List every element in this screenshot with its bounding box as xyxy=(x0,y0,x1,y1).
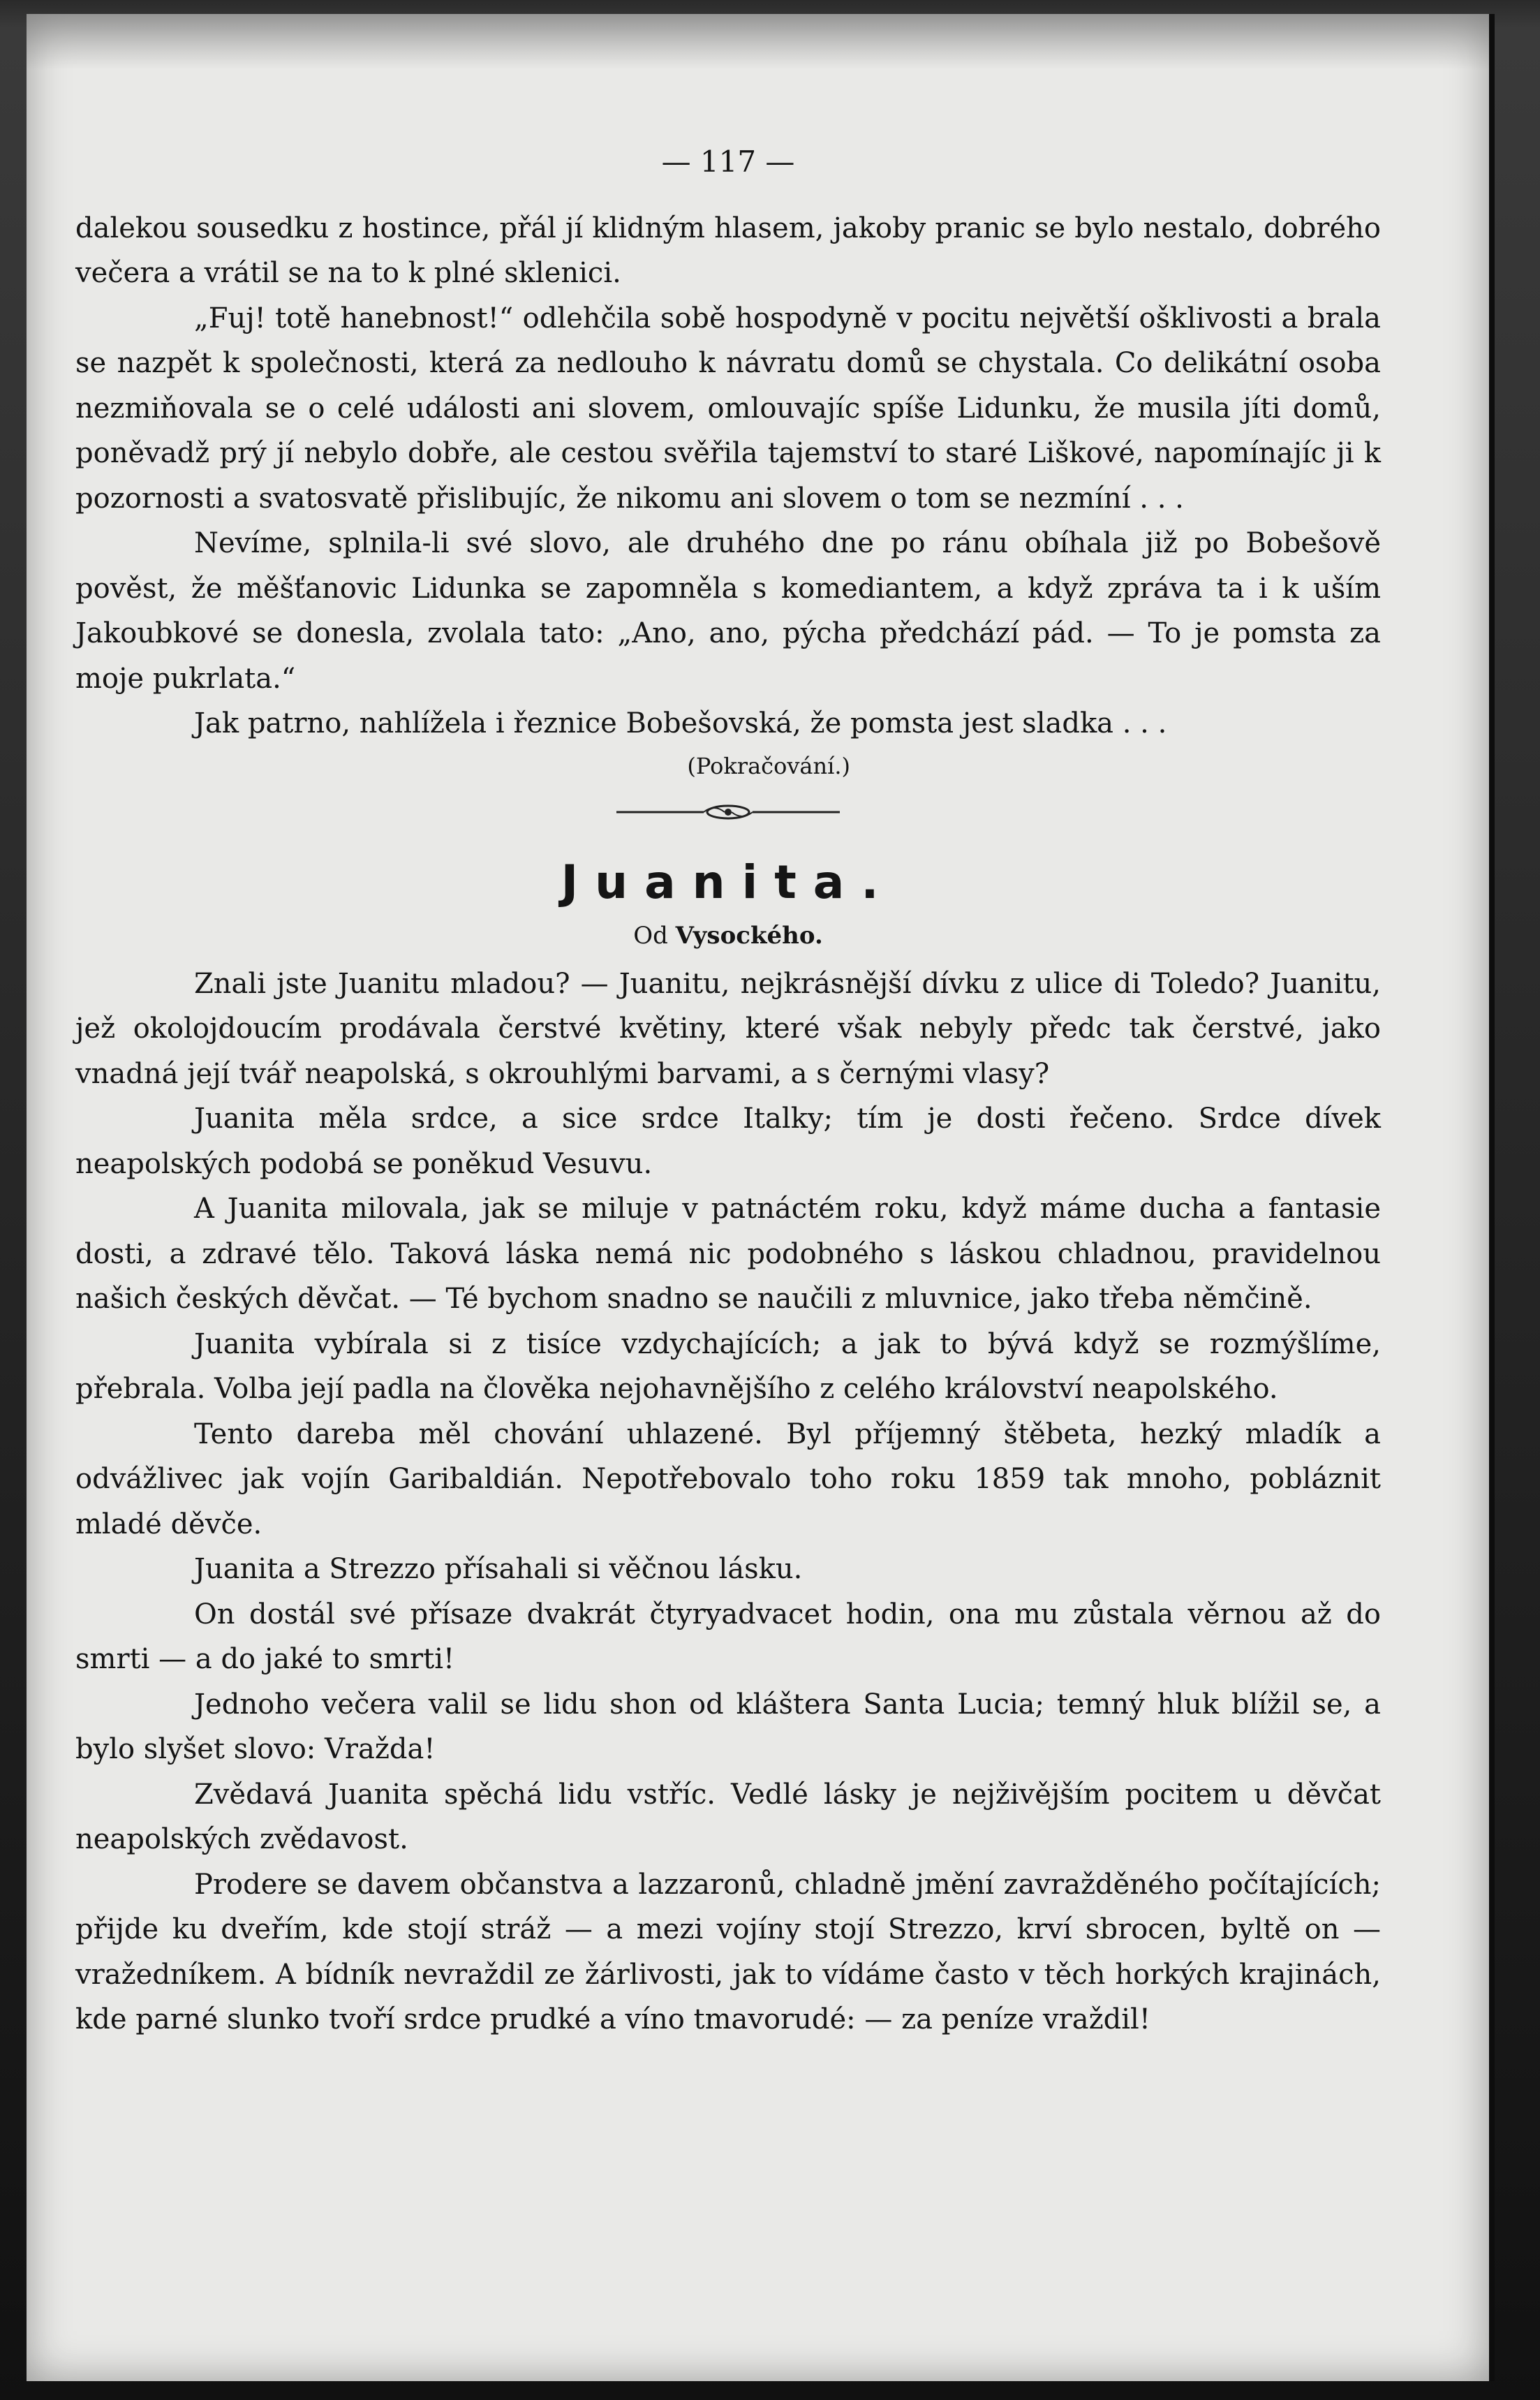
story-title: Juanita. xyxy=(561,855,896,909)
page-number: — 117 — xyxy=(661,145,795,179)
story-paragraph: Prodere se davem občanstva a lazzaronů, chladně jmění zavražděného počítajících; přijde ku dveřím, kde stojí stráž — a mezi vojíny stojí Strezzo, krví sbrocen, byltě on — vražedníkem. A bídník nevraždil ze žárlivosti, jak to vídáme často v těch horkých krajinách, kde parné slunko tvoří srdce prudké a víno tmavorudé: — za peníze vraždil! xyxy=(75,1868,1381,2035)
story-paragraph: „Fuj! totě hanebnost!“ odlehčila sobě hospodyně v pocitu největší ošklivosti a brala se nazpět k společnosti, která za nedlouho k návratu domů se chystala. Co delikátní osoba nezmiňovala se o celé události ani slovem, omlouvajíc spíše Lidunku, že musila jíti domů, poněvadž prý jí nebylo dobře, ale cestou svěřila tajemství to staré Liškové, napomínajíc ji k pozornosti a svatosvatě přislibujíc, že nikomu ani slovem o tom se nezmíní . . . xyxy=(75,302,1381,515)
story-paragraph: Nevíme, splnila-li své slovo, ale druhého dne po ránu obíhala již po Bobešově pověst, že měšťanovic Lidunka se zapomněla s komediantem, a když zpráva ta i k uším Jakoubkové se donesla, zvolala tato: „Ano, ano, pýcha předchází pád. — To je pomsta za moje pukrlata.“ xyxy=(75,527,1381,695)
story-paragraph: Zvědavá Juanita spěchá lidu vstříc. Vedlé lásky je nejživějším pocitem u děvčat neapolských zvědavost. xyxy=(75,1778,1381,1855)
story-paragraph: Tento dareba měl chování uhlazené. Byl příjemný štěbeta, hezký mladík a odvážlivec jak vojín Garibaldián. Nepotřebovalo toho roku 1859 tak mnoho, pobláznit mladé děvče. xyxy=(75,1418,1381,1540)
story-paragraph: Znali jste Juanitu mladou? — Juanitu, nejkrásnější dívku z ulice di Toledo? Juanitu, jež okolojdoucím prodávala čerstvé květiny, které však nebyly předc tak čerstvé, jako vnadná její tvář neapolská, s okrouhlými barvami, a s černými vlasy? xyxy=(75,967,1381,1090)
story-paragraph: Juanita a Strezzo přísahali si věčnou lásku. xyxy=(194,1553,803,1585)
story-paragraph: Jednoho večera valil se lidu shon od kláštera Santa Lucia; temný hluk blížil se, a bylo slyšet slovo: Vražda! xyxy=(75,1688,1381,1765)
ornament-divider xyxy=(75,798,1381,826)
story-paragraph: Juanita měla srdce, a sice srdce Italky; tím je dosti řečeno. Srdce dívek neapolských podobá se poněkud Vesuvu. xyxy=(75,1103,1381,1180)
story-paragraph: Juanita vybírala si z tisíce vzdychajících; a jak to bývá když se rozmýšlíme, přebrala. Volba její padla na člověka nejohavnějšího z celého království neapolského. xyxy=(75,1327,1381,1405)
continued-note: (Pokračování.) xyxy=(687,752,850,779)
author-name: Vysockého. xyxy=(675,921,823,950)
story-paragraph: On dostál své přísaze dvakrát čtyryadvacet hodin, ona mu zůstala věrnou až do smrti — a do jaké to smrti! xyxy=(75,1598,1381,1675)
author-prefix: Od xyxy=(633,921,668,950)
page-content xyxy=(75,140,1381,2042)
book-page xyxy=(27,14,1495,2381)
story-paragraph: A Juanita milovala, jak se miluje v patnáctém roku, když máme ducha a fantasie dosti, a zdravé tělo. Taková láska nemá nic podobného s láskou chladnou, pravidelnou našich českých děvčat. — Té bychom snadno se naučili z mluvnice, jako třeba němčině. xyxy=(75,1193,1381,1315)
story-paragraph: Jak patrno, nahlížela i řeznice Bobešovská, že pomsta jest sladka . . . xyxy=(194,707,1167,739)
ornament-icon xyxy=(609,798,847,826)
story-paragraph: dalekou sousedku z hostince, přál jí klidným hlasem, jakoby pranic se bylo nestalo, dobrého večera a vrátil se na to k plné sklenici. xyxy=(75,212,1381,289)
story-author xyxy=(75,914,1381,957)
